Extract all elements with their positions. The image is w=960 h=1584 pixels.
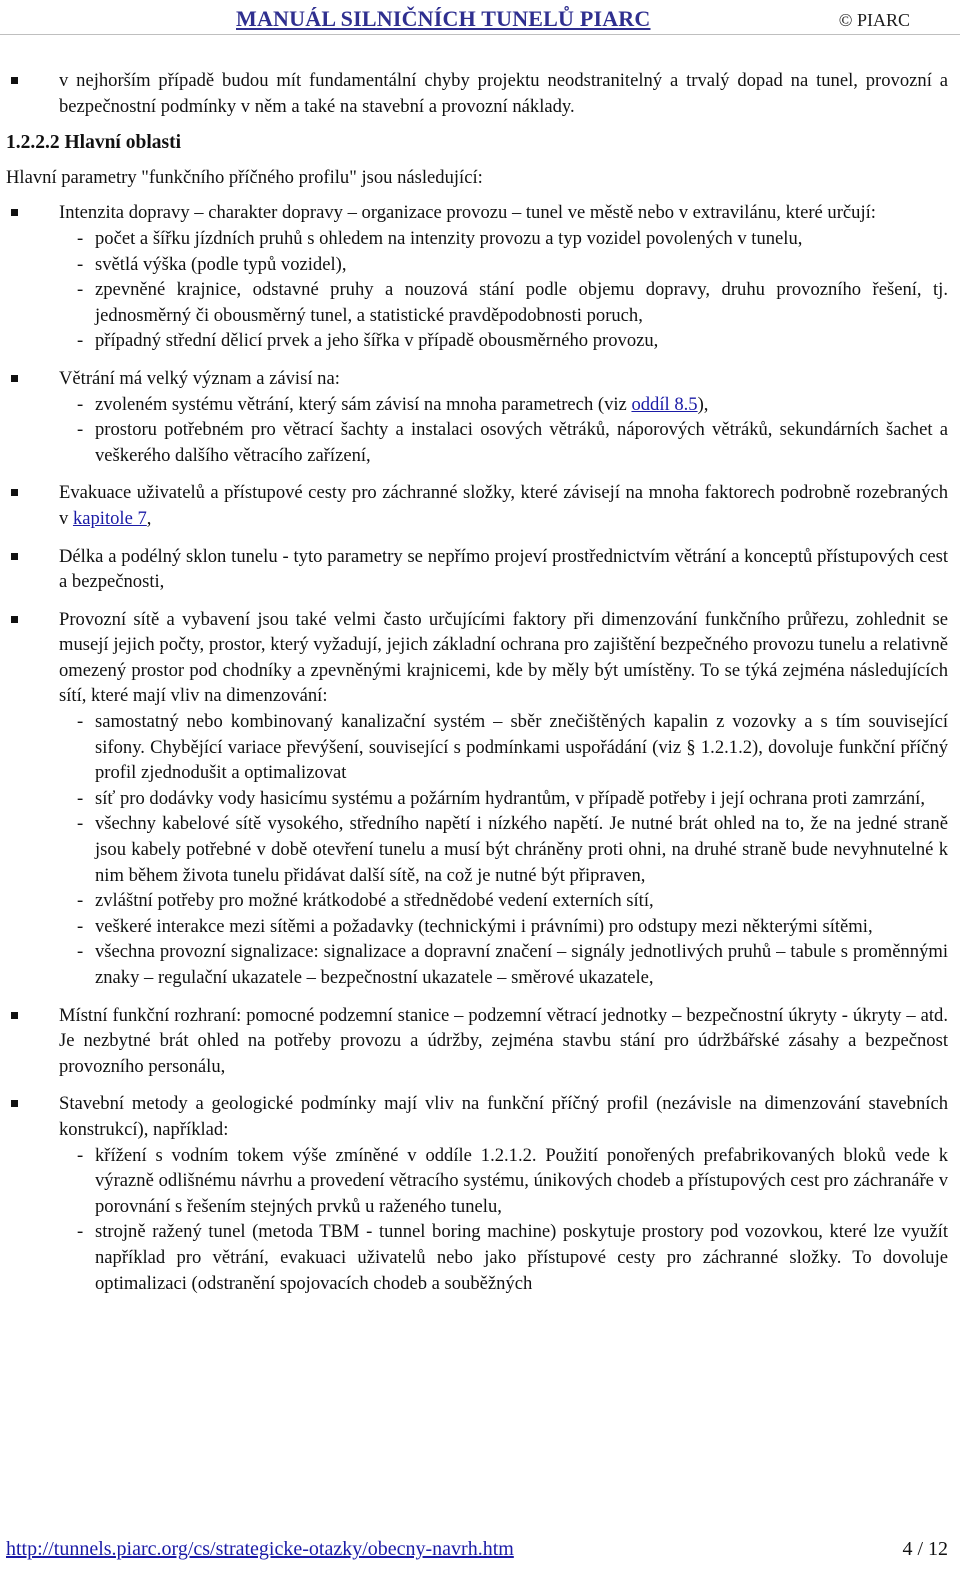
list-item: - případný střední dělicí prvek a jeho šířka v případě obousměrného provozu, <box>77 330 659 352</box>
bullet-evacuation: Evakuace uživatelů a přístupové cesty pro záchranné složky, které závisejí na mnoha faktorech podrobně rozebraných v kapitole 7, <box>6 480 948 531</box>
square-bullet-icon <box>11 489 18 496</box>
traffic-sublist <box>6 226 948 354</box>
section-heading: 1.2.2.2 Hlavní oblasti <box>6 132 181 154</box>
list-item: - počet a šířku jízdních pruhů s ohledem na intenzity provozu a typ vozidel povolených v tunelu, <box>77 227 803 249</box>
list-item: - zpevněné krajnice, odstavné pruhy a nouzová stání podle objemu dopravy, druhu provozního řešení, tj. jednosměrný či obousměrný tunel, a statistické pravděpodobnosti poruch, <box>77 279 948 326</box>
list-item: - všechna provozní signalizace: signalizace a dopravní značení – signály jednotlivých pruhů – tabule s proměnnými znaky – regulační ukazatele – bezpečnostní ukazatele – směrové ukazatele, <box>77 941 948 988</box>
document-body <box>6 68 948 1296</box>
square-bullet-icon <box>11 209 18 216</box>
square-bullet-icon <box>11 553 18 560</box>
bullet-text: Stavební metody a geologické podmínky mají vliv na funkční příčný profil (nezávisle na dimenzování stavebních konstrukcí), například: <box>59 1093 948 1140</box>
square-bullet-icon <box>11 616 18 623</box>
list-item: - síť pro dodávky vody hasicímu systému a požárním hydrantům, v případě potřeby i její ochrana proti zamrzání, <box>77 787 925 809</box>
list-item: - všechny kabelové sítě vysokého, středního napětí i nízkého napětí. Je nutné brát ohled na to, že na jedné straně jsou kabely potřebné v době otevření tunelu a musí být chráněny proti ohni, na druhé straně bude nevyhnutelné k nim během života tunelu přidávat další sítě, na což je nutné být připraven, <box>77 813 948 886</box>
bullet-networks <box>6 607 948 991</box>
bullet-construction-methods <box>6 1091 948 1296</box>
copyright-notice: © PIARC <box>838 10 910 30</box>
list-item: - samostatný nebo kombinovaný kanalizační systém – sběr znečištěných kapalin z vozovky a s tím související sifony. Chybějící variace převýšení, související s podmínkami uspořádání (viz § 1.2.1.2), dovoluje funkční příčný profil zjednodušit a optimalizovat <box>77 711 948 784</box>
list-item: - světlá výška (podle typů vozidel), <box>77 253 347 275</box>
bullet-text: Provozní sítě a vybavení jsou také velmi často určujícími faktory při dimenzování funkčního průřezu, zohlednit se musejí jejich počty, prostor, který vyžadují, jejich základní ochrana pro zajištění bezpečného provozu tunelu a relativně omezený prostor pod chodníky a zpevněnými krajnicemi, kde by měly být umístěny. To se týká zejména následujících sítí, které mají vliv na dimenzování: <box>59 608 948 707</box>
square-bullet-icon <box>11 375 18 382</box>
list-item: - strojně ražený tunel (metoda TBM - tunnel boring machine) poskytuje prostory pod vozovkou, které lze využít například pro větrání, evakuaci uživatelů nebo jako přístupové cesty pro záchranné složky. To dovoluje optimalizaci (odstranění spojovacích chodeb a souběžných <box>77 1221 948 1294</box>
section-intro: Hlavní parametry "funkčního příčného profilu" jsou následující: <box>6 166 483 188</box>
bullet-text: Intenzita dopravy – charakter dopravy – organizace provozu – tunel ve městě nebo v extravilánu, které určují: <box>59 202 876 224</box>
bullet-traffic <box>6 200 948 354</box>
square-bullet-icon <box>11 77 18 84</box>
link-oddil-8-5[interactable]: oddíl 8.5 <box>631 393 698 415</box>
list-item: - křížení s vodním tokem výše zmíněné v oddíle 1.2.1.2. Použití ponořených prefabrikovaných bloků vede k výrazně odlišnému návrhu a provedení větracího systému, únikových chodeb a přístupových cest pro záchranáře v porovnání s řešením stejných prvků u raženého tunelu, <box>77 1144 948 1217</box>
list-item: - veškeré interakce mezi sítěmi a požadavky (technickými i právními) pro odstupy mezi některými sítěmi, <box>77 915 873 937</box>
page-header <box>0 4 960 35</box>
bullet-interfaces <box>6 1003 948 1080</box>
bullet-ventilation <box>6 366 948 468</box>
list-item: - zvláštní potřeby pro možné krátkodobé a střednědobé vedení externích sítí, <box>77 890 654 912</box>
link-kapitola-7[interactable]: kapitole 7 <box>72 507 147 529</box>
bullet-text: Místní funkční rozhraní: pomocné podzemní stanice – podzemní větrací jednotky – bezpečnostní úkryty - úkryty – atd. Je nezbytné brát ohled na potřeby provozu a údržby, zejména stavbu stání pro údržbářské zásahy a bezpečnost provozního personálu, <box>59 1004 948 1077</box>
intro-bullet: v nejhorším případě budou mít fundamentální chyby projektu neodstranitelný a trvalý dopad na tunel, provozní a bezpečnostní podmínky v něm a také na stavební a provozní náklady. <box>6 68 948 119</box>
bullet-length-gradient <box>6 544 948 595</box>
manual-title[interactable]: MANUÁL SILNIČNÍCH TUNELŮ PIARC <box>236 6 651 31</box>
bullet-text: Délka a podélný sklon tunelu - tyto parametry se nepřímo projeví prostřednictvím větrání a konceptů přístupových cest a bezpečnosti, <box>59 545 948 593</box>
page-footer <box>6 1538 948 1572</box>
list-item: - prostoru potřebném pro větrací šachty a instalaci osových větráků, náporových větráků, sekundárních šachet a veškerého dalšího větracího zařízení, <box>77 419 948 466</box>
bullet-text: Větrání má velký význam a závisí na: <box>59 367 340 389</box>
list-item: - zvoleném systému větrání, který sám závisí na mnoha parametrech (viz oddíl 8.5), <box>77 393 709 415</box>
square-bullet-icon <box>11 1100 18 1107</box>
square-bullet-icon <box>11 1012 18 1019</box>
source-url-link[interactable]: http://tunnels.piarc.org/cs/strategicke-otazky/obecny-navrh.htm <box>6 1538 514 1560</box>
page-number: 4 / 12 <box>902 1538 948 1560</box>
